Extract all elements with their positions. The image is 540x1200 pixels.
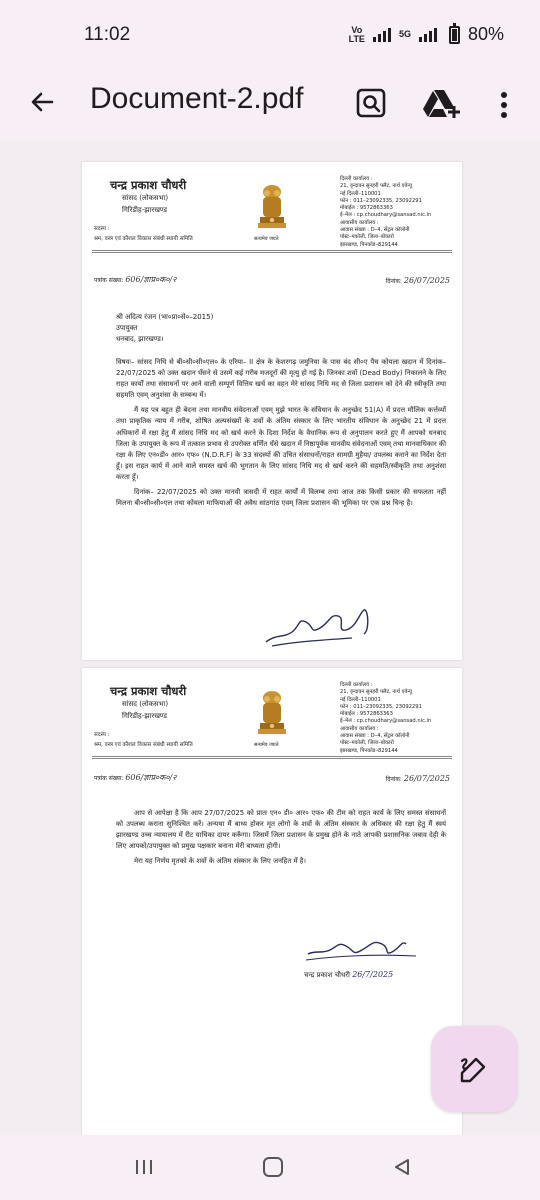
letterhead-divider [92, 756, 452, 757]
address-line: ई–मेल : cp.choudhary@sansad.nic.in [340, 718, 432, 725]
date-label: दिनांक: [385, 278, 402, 285]
address-line: पोस्ट–मकोली, जिला–बोकारो [340, 234, 394, 241]
address-block [340, 682, 431, 755]
address-line: आवासीय कार्यालय : [340, 219, 379, 226]
address-block [340, 176, 431, 249]
signature-icon [304, 934, 424, 974]
address-line: नई दिल्ली–110001 [340, 696, 381, 703]
letter-date [386, 276, 450, 285]
app-bar [0, 72, 540, 140]
reference-number [94, 772, 176, 783]
address-line: 21, वृन्दावन सुनहरी फ्लैट, नार्थ एवेन्यू [340, 183, 412, 190]
reference-number [94, 274, 176, 285]
address-line: आवास संख्या : D–4, सेंट्रल कॉलोनी [340, 227, 410, 234]
signal-2-icon [419, 28, 437, 42]
recipient-block [116, 312, 213, 345]
address-line: फोन : 011–23092335, 23092291 [340, 703, 422, 710]
subject-paragraph: विषयः– सांसद निधि से बी०सी०सी०एल० के एरिया– II क्षेत्र के केशरगढ़ जमुनिया के पास बंद सी०ए पैच कोयला खदान में दिनांक– 22/07/2025 को उक्त खदान धँसने से उसमें कई गरीब मजदूरों की मृत्यु हो गई है। जिनका शवों (Dead Body) निकालने के लिए राहत कार्यों तथा संसाधनों पर आने वाली सम्पूर्ण वित्तिय खर्च का वहन मेरे सांसद निधि मद से जिला प्रशासन को देने की स्वीकृति तथा सहमति एवम् अनुशंसा के सम्बन्ध में। [116, 358, 446, 400]
letterhead-name: चन्द्र प्रकाश चौधरी [110, 178, 187, 192]
letterhead-divider [92, 250, 452, 251]
letter-body [116, 357, 446, 513]
address-line: मोबाईल : 9572863363 [340, 711, 393, 718]
national-emblem-icon [252, 688, 292, 740]
member-committee: श्रम, वस्त्र एवं कौशल विकास संबंधी स्थायी समिति [94, 742, 193, 748]
national-emblem-icon [252, 182, 292, 234]
letterhead-constituency: गिरिडीह-झारखण्ड [122, 206, 167, 214]
member-label: सदस्य : [94, 226, 110, 232]
address-line: मोबाईल : 9572863363 [340, 205, 393, 212]
annotate-button[interactable] [431, 1026, 517, 1112]
recipient-line: श्री अदित्य रंजन (भा०प्रा०से०–2015) [116, 313, 214, 321]
signature-date: 26/7/2025 [352, 970, 394, 979]
letterhead-designation: सांसद (लोकसभा) [122, 700, 169, 708]
ref-label: पत्रांक संख्या: [94, 775, 124, 782]
letterhead-constituency: गिरिडीह-झारखण्ड [122, 712, 167, 720]
ref-value: 606/ज्ञाप्र०क०/२ [125, 275, 177, 284]
signatory-name: चन्द्र प्रकाश चौधरी [304, 971, 350, 979]
letterhead-divider [92, 758, 452, 759]
ref-label: पत्रांक संख्या: [94, 277, 124, 284]
letter-body [116, 808, 446, 871]
signature-caption [304, 970, 393, 980]
pdf-page-1 [82, 162, 462, 660]
document-title: Document-2.pdf [90, 82, 304, 115]
date-label: दिनांक: [385, 776, 402, 783]
recipient-line: धनबाद, झारखण्ड। [116, 335, 164, 343]
letterhead-designation: सांसद (लोकसभा) [122, 194, 169, 202]
letter-date [386, 774, 450, 783]
body-paragraph: आप से आपेक्षा है कि आप 27/07/2025 को प्रातः एन० डी० आर० एफ० की टीम को राहत कार्य के लिए समस्त संसाधनों को उपलब्ध कराना सुनिश्चित करें। अन्यथा मैं बाध्य होकर मृत लोगो के शवों के अंतिम संस्कार के अधिकार की रक्षा हेतु मैं स्वयं झारखण्ड उच्च न्यायालय में रीट याचिका दायर करूँगा। जिसमें जिला प्रशासन के प्रमुख होने के नाते आपकी प्रशासनिक जबाव देही के लिए आपको/उपायुक्त को प्रमुख पक्षकार बनाना मेरी बाध्यता होगी। [116, 809, 446, 851]
address-line: आवासीय कार्यालय : [340, 725, 379, 732]
emblem-caption: सत्यमेव जयते [254, 236, 279, 242]
home-icon[interactable] [263, 1157, 283, 1177]
battery-level: 80% [467, 24, 504, 44]
address-line: दिल्ली कार्यालय : [340, 176, 373, 182]
address-line: फोन : 011–23092335, 23092291 [340, 197, 422, 204]
back-icon[interactable] [392, 1157, 412, 1177]
address-line: पोस्ट–मकोली, जिला–बोकारो [340, 740, 394, 747]
network-type: 5G [398, 29, 411, 39]
letterhead-name: चन्द्र प्रकाश चौधरी [110, 684, 187, 698]
address-line: दिल्ली कार्यालय : [340, 682, 373, 688]
signature-icon [262, 602, 372, 652]
member-committee: श्रम, वस्त्र एवं कौशल विकास संबंधी स्थायी समिति [94, 236, 193, 242]
ref-value: 606/ज्ञाप्र०क०/२ [125, 773, 177, 782]
status-time: 11:02 [84, 24, 131, 45]
pdf-viewer[interactable] [0, 140, 540, 1135]
address-line: झारखण्ड, पिनकोड–829144 [340, 241, 398, 248]
letterhead-divider [92, 252, 452, 253]
pdf-page-2 [82, 668, 462, 1135]
address-line: 21, वृन्दावन सुनहरी फ्लैट, नार्थ एवेन्यू [340, 689, 412, 696]
date-value: 26/07/2025 [403, 276, 450, 285]
body-paragraph: मेरा यह निर्णय मृतको के शवों के अंतिम संस्कार के लिए जनहित में है। [134, 857, 307, 866]
address-line: झारखण्ड, पिनकोड–829144 [340, 747, 398, 754]
recipient-line: उपायुक्त [116, 324, 138, 332]
status-bar [0, 0, 540, 72]
recent-apps-icon[interactable] [134, 1157, 154, 1177]
body-paragraph: दिनांक– 22/07/2025 को उक्त मानवी त्रासदी में राहत कार्यों में विलम्ब तथा आज तक किसी प्रकार की सफलता नहीं मिलना बी०सी०सी०एल तथा कोयला माफियाओं की अवैध सांठगांठ एवम् जिला प्रशासन की भूमिका पर एक प्रश्न चिन्ह है। [116, 488, 446, 508]
drive-add-icon[interactable] [422, 86, 462, 120]
date-value: 26/07/2025 [403, 774, 450, 783]
member-label: सदस्य : [94, 732, 110, 738]
google-lens-icon[interactable] [354, 86, 388, 120]
body-paragraph: मैं यह पत्र बहुत ही बेदना तथा मानवीय संवेदनाओं एवम् मुझे भारत के संविधान के अनुच्छेद 51(A) में प्रदत्त मौलिक कर्त्तव्यों तथा प्राकृतिक न्याय में गरीब, शोषित अल्पसंख्यों के शवों के अंतिम संस्कार के लिए भारतीय संविधान के अनुच्छेद 21 में प्रदत्त अधिकारों में रक्षा हेतु मैं सांसद निधि मद को खर्च करने के दिशा निर्देश के वैधानिक रूप से अनुपालन करते हुए मैं आपको धनबाद जिला के उपायुक्त के रूप में तत्काल प्रभाव से उपरोक्त वर्णित धँसे खदान में निष्ठापूर्वक मानवीय संवेदनाओं एवम् तथा मानवाधिकार की रक्षा के लिए एन०डी० आर० एफ० (N.D.R.F) के 33 सदस्यों की उचित संसाधनों/राहत सामग्री मुहैया/ उपलब्ध कराने का निर्देश देता हूँ। इस राहत कार्य में आने वाले समस्त खर्च की भुगतान के लिए सांसद निधि मद से खर्च करने की सहमति/स्वीकृति तथा अनुशंसा करता हूँ। [116, 406, 447, 481]
battery-icon [449, 26, 460, 44]
more-vert-icon[interactable] [494, 88, 514, 122]
address-line: नई दिल्ली–110001 [340, 190, 381, 197]
address-line: आवास संख्या : D–4, सेंट्रल कॉलोनी [340, 733, 410, 740]
back-arrow-icon[interactable] [26, 86, 58, 118]
status-icons [349, 24, 504, 45]
signal-icon [373, 28, 391, 42]
edit-annotate-icon [458, 1053, 490, 1085]
system-nav-bar [0, 1135, 540, 1200]
emblem-caption: सत्यमेव जयते [254, 742, 279, 748]
address-line: ई–मेल : cp.choudhary@sansad.nic.in [340, 212, 432, 219]
volte-icon: Vo LTE [348, 24, 365, 44]
